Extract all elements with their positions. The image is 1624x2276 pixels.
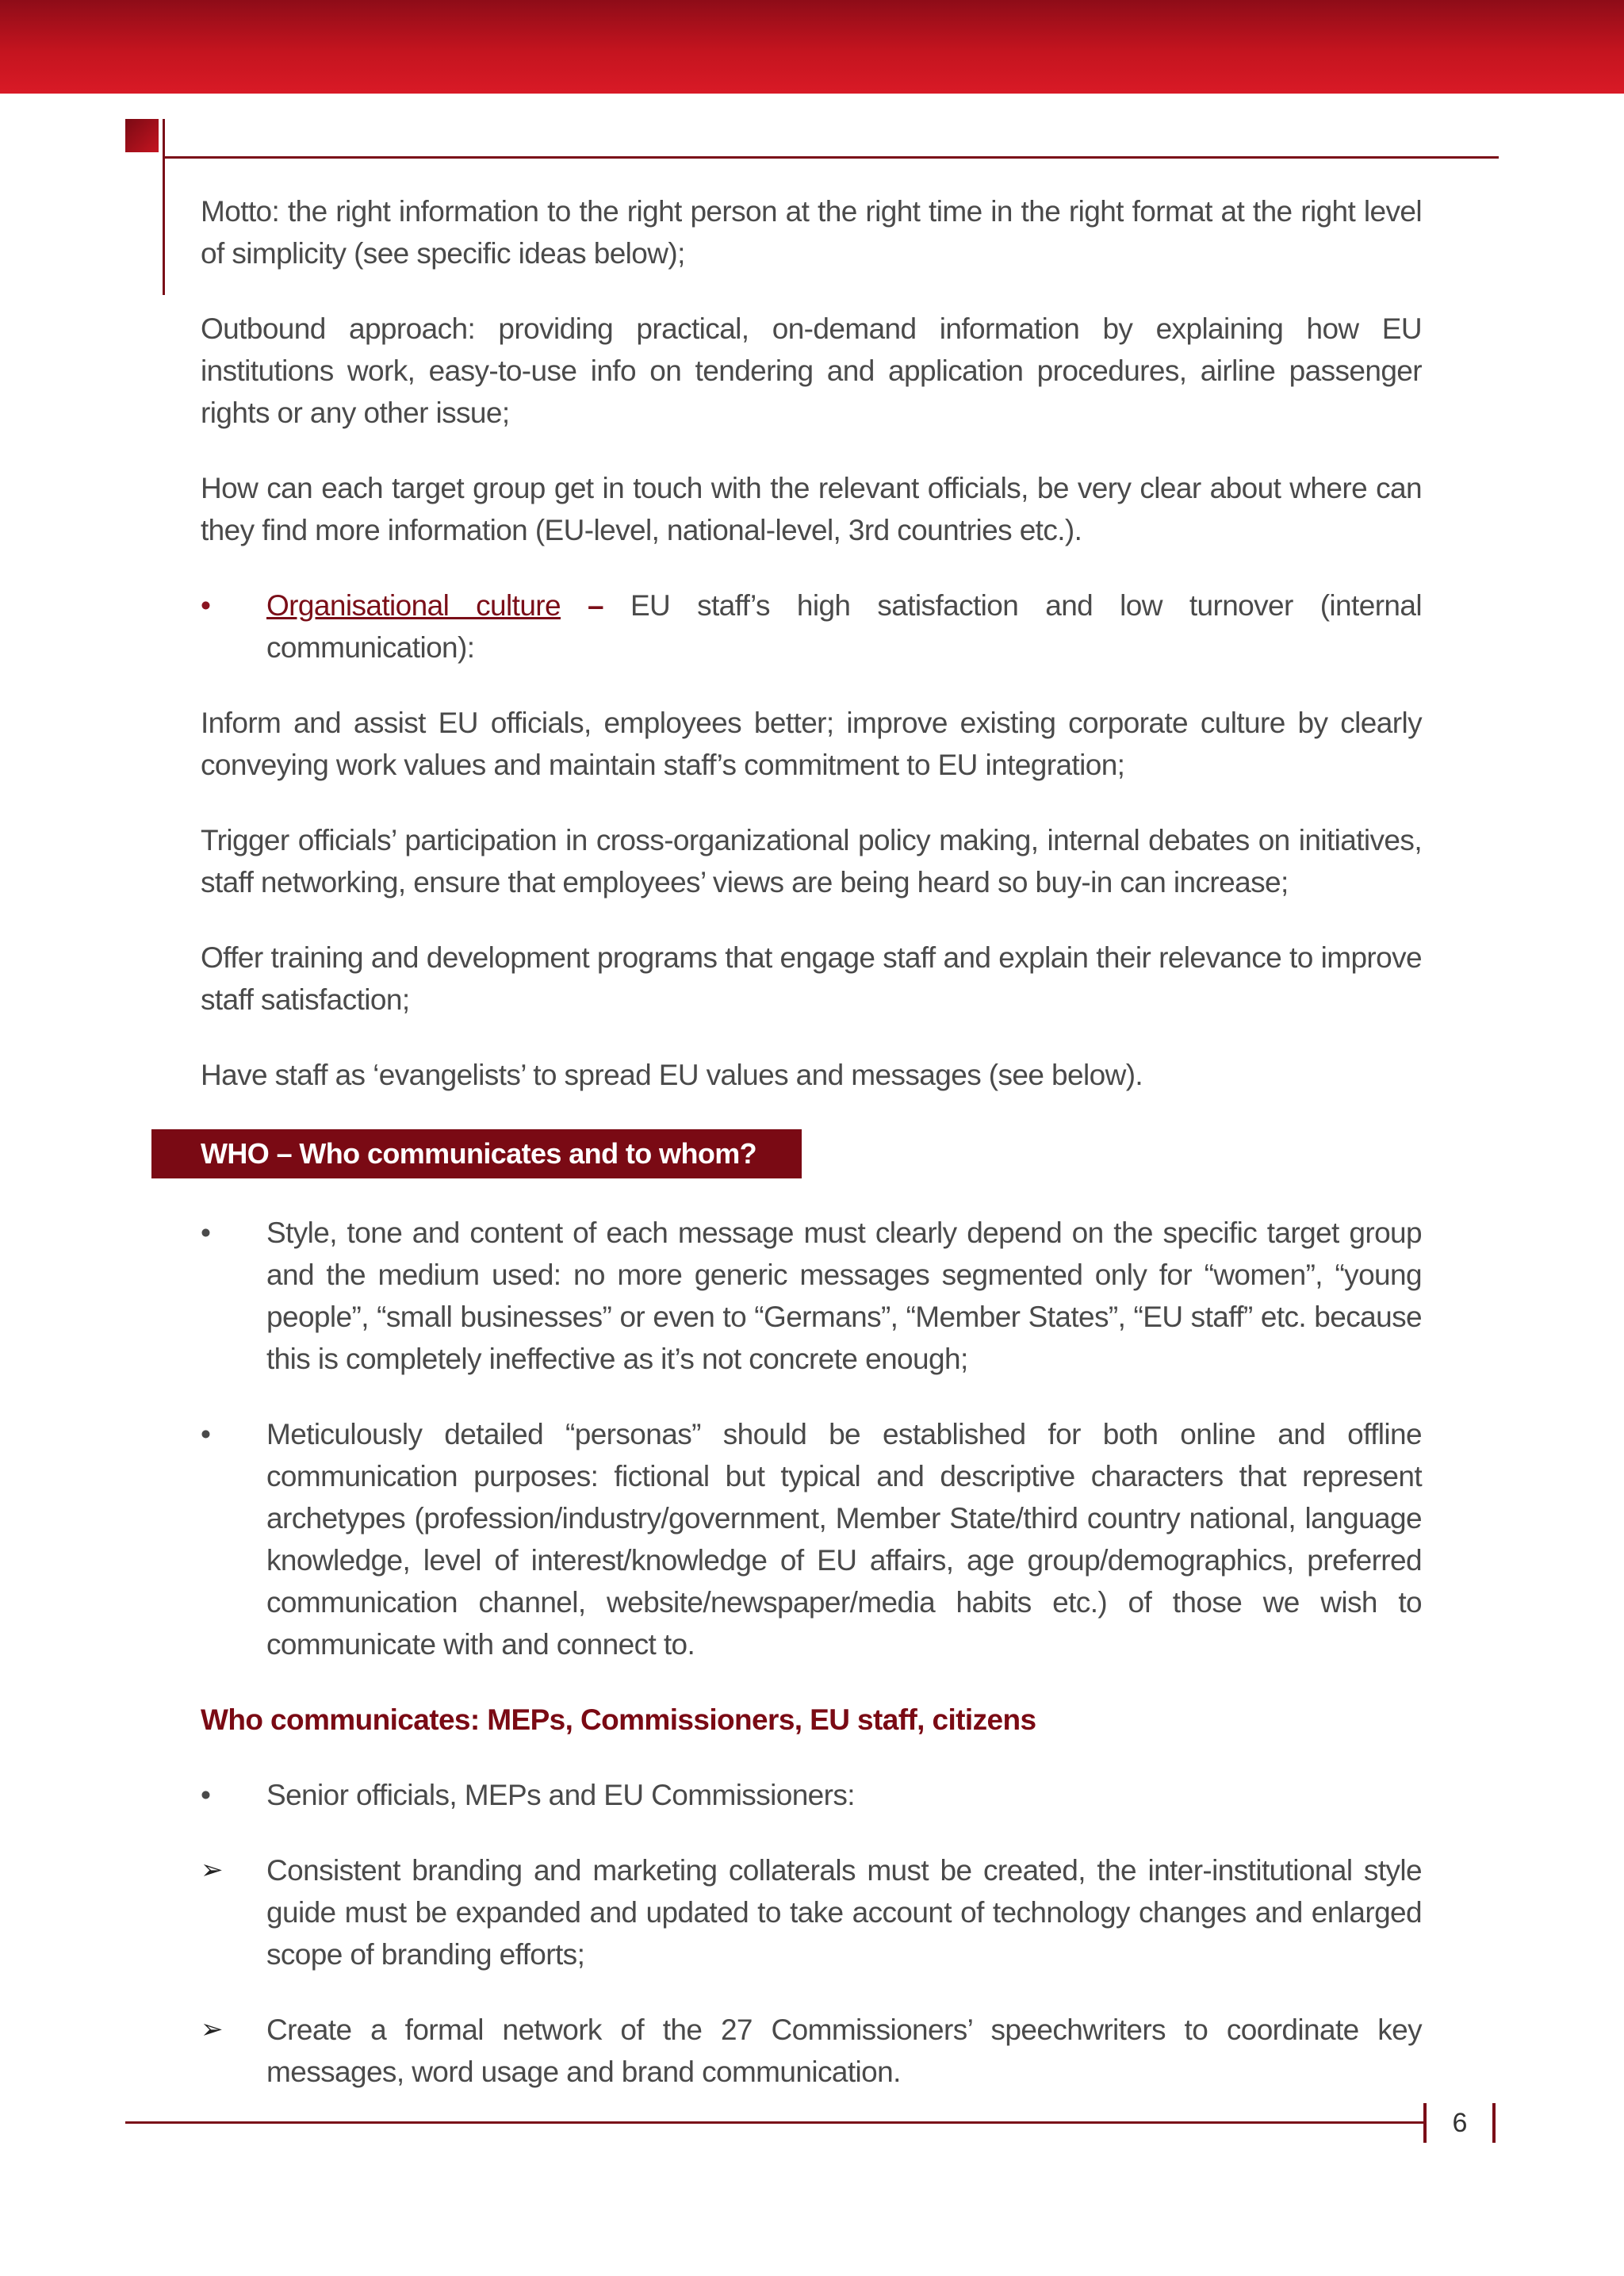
arrow-item-speechwriters (201, 2009, 1422, 2093)
paragraph-target-groups: How can each target group get in touch with the relevant officials, be very clear about where can they find more information (EU-level, national-level, 3rd countries etc.). (201, 472, 1422, 546)
paragraph-training: Offer training and development programs that engage staff and explain their relevance to improve staff satisfaction; (201, 941, 1422, 1016)
arrow-bullet-icon: ➢ (201, 1855, 223, 1885)
arrow-item-text: Create a formal network of the 27 Commissioners’ speechwriters to coordinate key messages, word usage and brand communication. (266, 2014, 1422, 2088)
page-number-bracket-left (1423, 2103, 1427, 2143)
bullet-marker: • (201, 589, 211, 622)
vertical-rule (163, 119, 165, 295)
page-number: 6 (1452, 2108, 1468, 2138)
bottom-rule (125, 2121, 1426, 2124)
bullet-text: Senior officials, MEPs and EU Commissioners: (266, 1779, 855, 1811)
paragraph-evangelists: Have staff as ‘evangelists’ to spread EU values and messages (see below). (201, 1059, 1143, 1091)
bullet-marker: • (201, 1418, 211, 1450)
bullet-organisational-culture (201, 584, 1422, 669)
paragraph-inform: Inform and assist EU officials, employees better; improve existing corporate culture by clearly conveying work values and maintain staff’s commitment to EU integration; (201, 707, 1422, 781)
organisational-culture-text: EU staff’s high satisfaction and low turnover (internal communication): (266, 589, 1422, 664)
bullet-text: Meticulously detailed “personas” should be established for both online and offline communication purposes: fictional but typical and descriptive characters that represent archetypes (profession/industry/government, Member State/third country national, language knowledge, level of interest/knowledge of EU affairs, age group/demographics, preferred communication channel, website/newspaper/media habits etc.) of those we wish to communicate with and connect to. (266, 1418, 1422, 1661)
bullet-marker: • (201, 1779, 211, 1811)
paragraph-outbound: Outbound approach: providing practical, on-demand information by explaining how EU institutions work, easy-to-use info on tendering and application procedures, airline passenger rights or any other issue; (201, 312, 1422, 429)
header-band (0, 0, 1624, 94)
organisational-culture-link[interactable]: Organisational culture (266, 589, 561, 622)
arrow-item-branding (201, 1849, 1422, 1975)
arrow-item-text: Consistent branding and marketing collaterals must be created, the inter-institutional style guide must be expanded and updated to take account of technology changes and enlarged scope of branding efforts; (266, 1854, 1422, 1971)
bullet-style-tone (201, 1212, 1422, 1380)
paragraph-motto: Motto: the right information to the right person at the right time in the right format at the right level of simplicity (see specific ideas below); (201, 195, 1422, 270)
section-header-who: WHO – Who communicates and to whom? (151, 1129, 802, 1178)
subheading-who-communicates: Who communicates: MEPs, Commissioners, EU staff, citizens (201, 1703, 1036, 1736)
corner-square-ornament (125, 119, 159, 152)
bullet-senior-officials (201, 1774, 1422, 1816)
page-content (201, 190, 1422, 2126)
top-rule (163, 156, 1499, 159)
arrow-bullet-icon: ➢ (201, 2014, 223, 2044)
bullet-marker: • (201, 1217, 211, 1249)
bullet-personas (201, 1413, 1422, 1665)
em-dash: – (561, 589, 630, 622)
paragraph-trigger: Trigger officials’ participation in cross-organizational policy making, internal debates on initiatives, staff networking, ensure that employees’ views are being heard so buy-in can increase; (201, 824, 1422, 899)
bullet-text: Style, tone and content of each message must clearly depend on the specific target group and the medium used: no more generic messages segmented only for “women”, “young people”, “small businesses” or even to “Germans”, “Member States”, “EU staff” etc. because this is completely ineffective as it’s not concrete enough; (266, 1217, 1422, 1375)
page-number-bracket-right (1492, 2103, 1496, 2143)
